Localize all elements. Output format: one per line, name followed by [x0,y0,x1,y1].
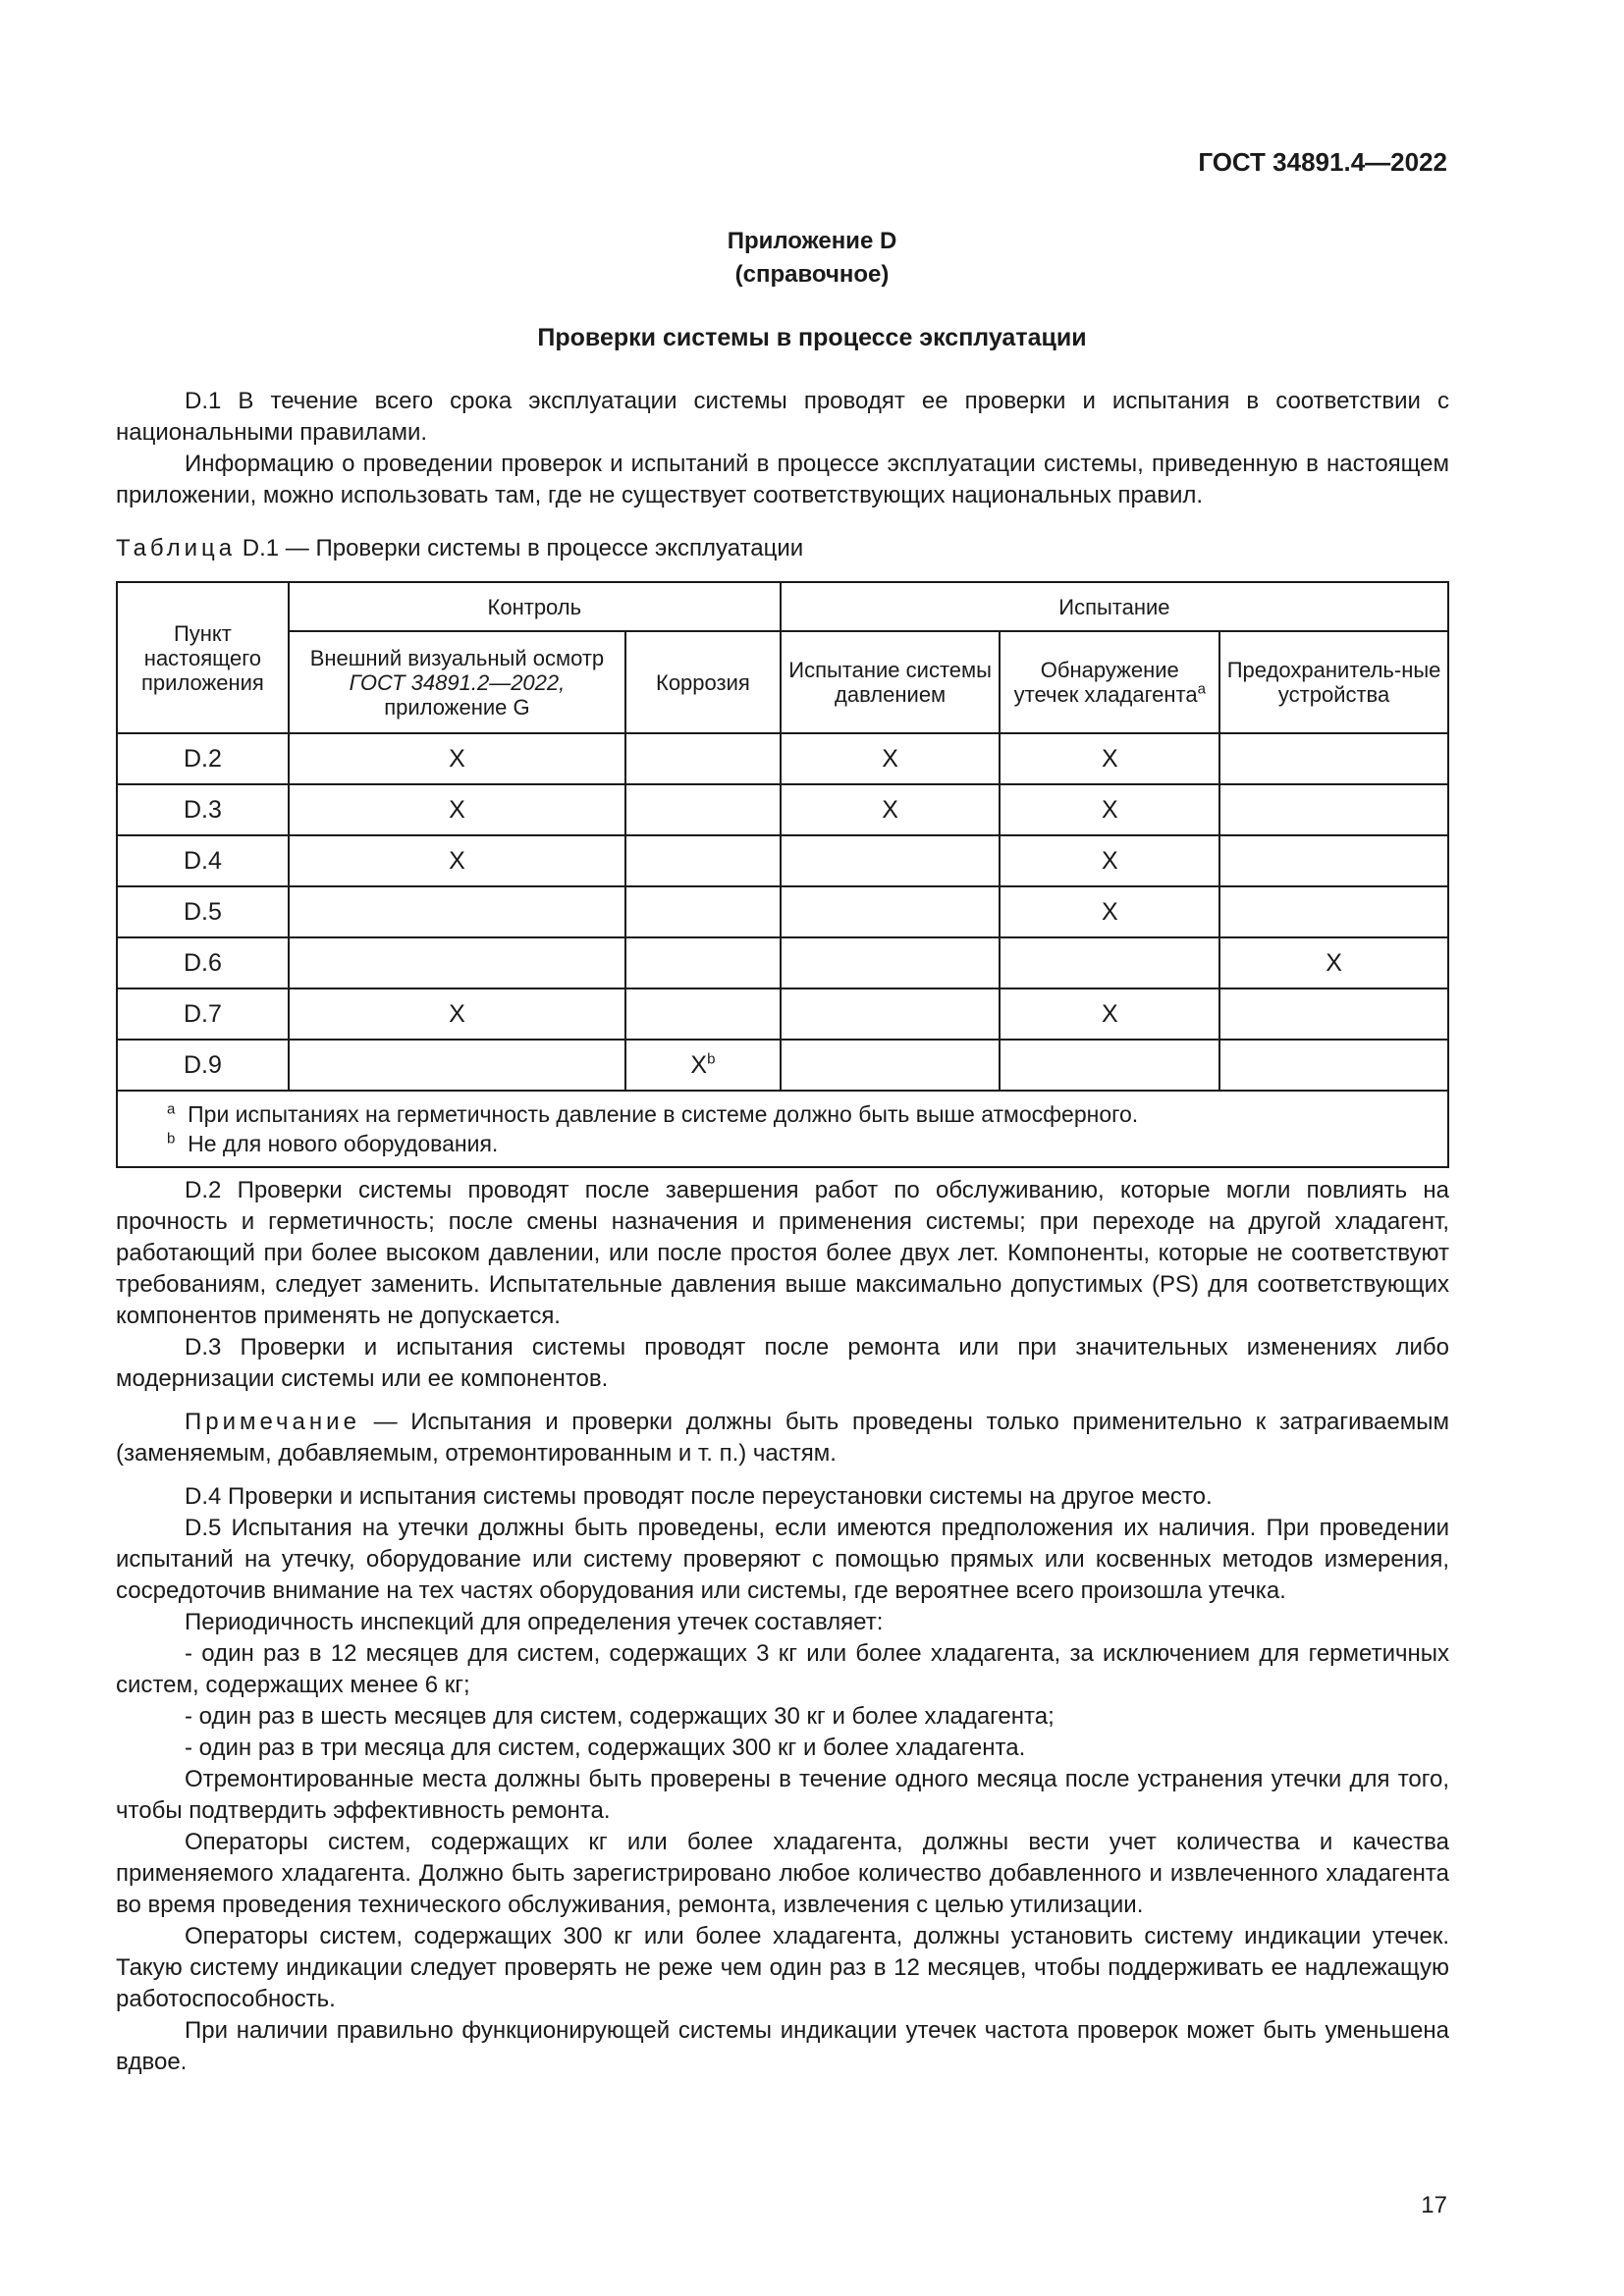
paragraph-operators-records: Операторы систем, содержащих кг или более хладагента, должны вести учет количества и качества применяемого хладагента. Должно быть зарегистрировано любое количество добавленного и извлеченного хладагента во время проведения технического обслуживания, ремонта, извлечения с целью утилизации. [116,1829,1449,1918]
table-caption [116,535,803,562]
paragraph-operators-indication: Операторы систем, содержащих 300 кг или более хладагента, должны установить систему индикации утечек. Такую систему индикации следует проверять не реже чем один раз в 12 месяцев, чтобы поддерживать ее надлежащую работоспособность. [116,1923,1449,2012]
header-point: Пункт настоящего приложения [117,582,289,733]
table-row [117,784,1448,835]
cell-leak: X [1000,835,1219,886]
cell-visual [289,886,625,937]
paragraph-d3: D.3 Проверки и испытания системы проводят после ремонта или при значительных изменениях либо модернизации системы или ее компонентов. [116,1334,1449,1392]
cell-pressure: X [781,733,1001,784]
header-pressure-test: Испытание системы давлением [781,631,1001,733]
cell-corrosion [625,937,781,988]
cell-point: D.2 [117,733,289,784]
cell-visual: X [289,835,625,886]
cell-point: D.3 [117,784,289,835]
table-row [117,937,1448,988]
cell-pressure [781,886,1001,937]
cell-safety: X [1219,937,1448,988]
cell-corrosion [625,988,781,1040]
cell-corrosion: $X^b$ [625,1040,781,1091]
header-corrosion: Коррозия [625,631,781,733]
cell-visual [289,1040,625,1091]
table-row [117,835,1448,886]
gost-reference: ГОСТ 34891.2—2022, [349,669,566,695]
appendix-heading: Проверки системы в процессе эксплуатации [537,324,1087,351]
cell-pressure [781,988,1001,1040]
list-item: - один раз в шесть месяцев для систем, содержащих 30 кг и более хладагента; [185,1703,1055,1730]
cell-leak: X [1000,733,1219,784]
table-footnotes [117,1091,1448,1167]
paragraph-note: Примечание — Испытания и проверки должны быть проведены только применительно к затрагиваемым (заменяемым, добавляемым, отремонтированным и т. п.) частям. [116,1409,1449,1467]
cell-pressure: X [781,784,1001,835]
cell-point: D.4 [117,835,289,886]
cell-safety [1219,784,1448,835]
paragraph-d2: D.2 Проверки системы проводят после завершения работ по обслуживанию, которые могли повлиять на прочность и герметичность; после смены назначения и применения системы; при переходе на другой хладагент, работающий при более высоком давлении, или после простоя более двух лет. Компоненты, которые не соответствуют требованиям, следует заменить. Испытательные давления выше максимально допустимых (PS) для соответствующих компонентов применять не допускается. [116,1177,1449,1329]
paragraph-d5: D.5 Испытания на утечки должны быть проведены, если имеются предположения их наличия. При проведении испытаний на утечку, оборудование или систему проверяют с помощью прямых или косвенных методов измерения, сосредоточив внимание на тех частях оборудования или системы, где вероятнее всего произошла утечка. [116,1515,1449,1604]
cell-visual: X [289,988,625,1040]
standard-number: ГОСТ 34891.4—2022 [1198,147,1447,177]
cell-point: D.6 [117,937,289,988]
cell-pressure [781,835,1001,886]
cell-visual [289,937,625,988]
cell-safety [1219,733,1448,784]
header-safety-devices: Предохранитель-ные устройства [1219,631,1448,733]
paragraph-d1: D.1 В течение всего срока эксплуатации системы проводят ее проверки и испытания в соответствии с национальными правилами. [116,388,1449,446]
paragraph-intro-info: Информацию о проведении проверок и испытаний в процессе эксплуатации системы, приведенную в настоящем приложении, можно использовать там, где не существует соответствующих национальных правил. [116,451,1449,508]
cell-visual: X [289,733,625,784]
list-item: - один раз в три месяца для систем, содержащих 300 кг и более хладагента. [185,1735,1026,1761]
page-number: 17 [1421,2192,1447,2218]
cell-leak [1000,937,1219,988]
header-visual-inspection: Внешний визуальный осмотр ГОСТ 34891.2—2022, приложение G [289,631,625,733]
table-row [117,1040,1448,1091]
header-group-test: Испытание [781,582,1448,631]
appendix-subtitle: (справочное) [734,261,890,288]
paragraph-periodicity: Периодичность инспекций для определения утечек составляет: [185,1609,884,1635]
cell-leak: X [1000,784,1219,835]
cell-safety [1219,886,1448,937]
footnote-a: $^a$ При испытаниях на герметичность давление в системе должно быть выше атмосферного. [167,1100,1139,1127]
cell-safety [1219,988,1448,1040]
checks-table [116,581,1449,1168]
header-group-control: Контроль [289,582,781,631]
main-text [116,1175,1449,2078]
cell-point: D.9 [117,1040,289,1091]
cell-leak: X [1000,886,1219,937]
cell-leak [1000,1040,1219,1091]
cell-leak: X [1000,988,1219,1040]
paragraph-halved: При наличии правильно функционирующей системы индикации утечек частота проверок может быть уменьшена вдвое. [116,2017,1449,2075]
cell-pressure [781,1040,1001,1091]
paragraph-repaired: Отремонтированные места должны быть проверены в течение одного месяца после устранения утечки для того, чтобы подтвердить эффективность ремонта. [116,1766,1449,1824]
table-caption-text: D.1 — Проверки системы в процессе эксплуатации [242,535,804,561]
paragraph-d4: D.4 Проверки и испытания системы проводят после переустановки системы на другое место. [185,1483,1213,1510]
cell-point: D.7 [117,988,289,1040]
table-row [117,886,1448,937]
footnote-mark: a [1197,680,1206,698]
cell-pressure [781,937,1001,988]
cell-corrosion [625,835,781,886]
header-leak-detection: Обнаружение утечек хладагента$^a$ [1000,631,1219,733]
intro-text [116,386,1449,511]
appendix-title: Приложение D [727,228,897,254]
footnote-b: $^b$ Не для нового оборудования. [167,1130,499,1156]
table-row [117,988,1448,1040]
cell-corrosion [625,733,781,784]
cell-corrosion [625,886,781,937]
cell-visual: X [289,784,625,835]
cell-safety [1219,835,1448,886]
table-caption-label: Таблица [116,535,237,561]
cell-corrosion [625,784,781,835]
cell-point: D.5 [117,886,289,937]
note-label: Примечание [185,1409,360,1435]
table-row [117,733,1448,784]
cell-safety [1219,1040,1448,1091]
list-item: - один раз в 12 месяцев для систем, содержащих 3 кг или более хладагента, за исключением для герметичных систем, содержащих менее 6 кг; [116,1640,1449,1698]
